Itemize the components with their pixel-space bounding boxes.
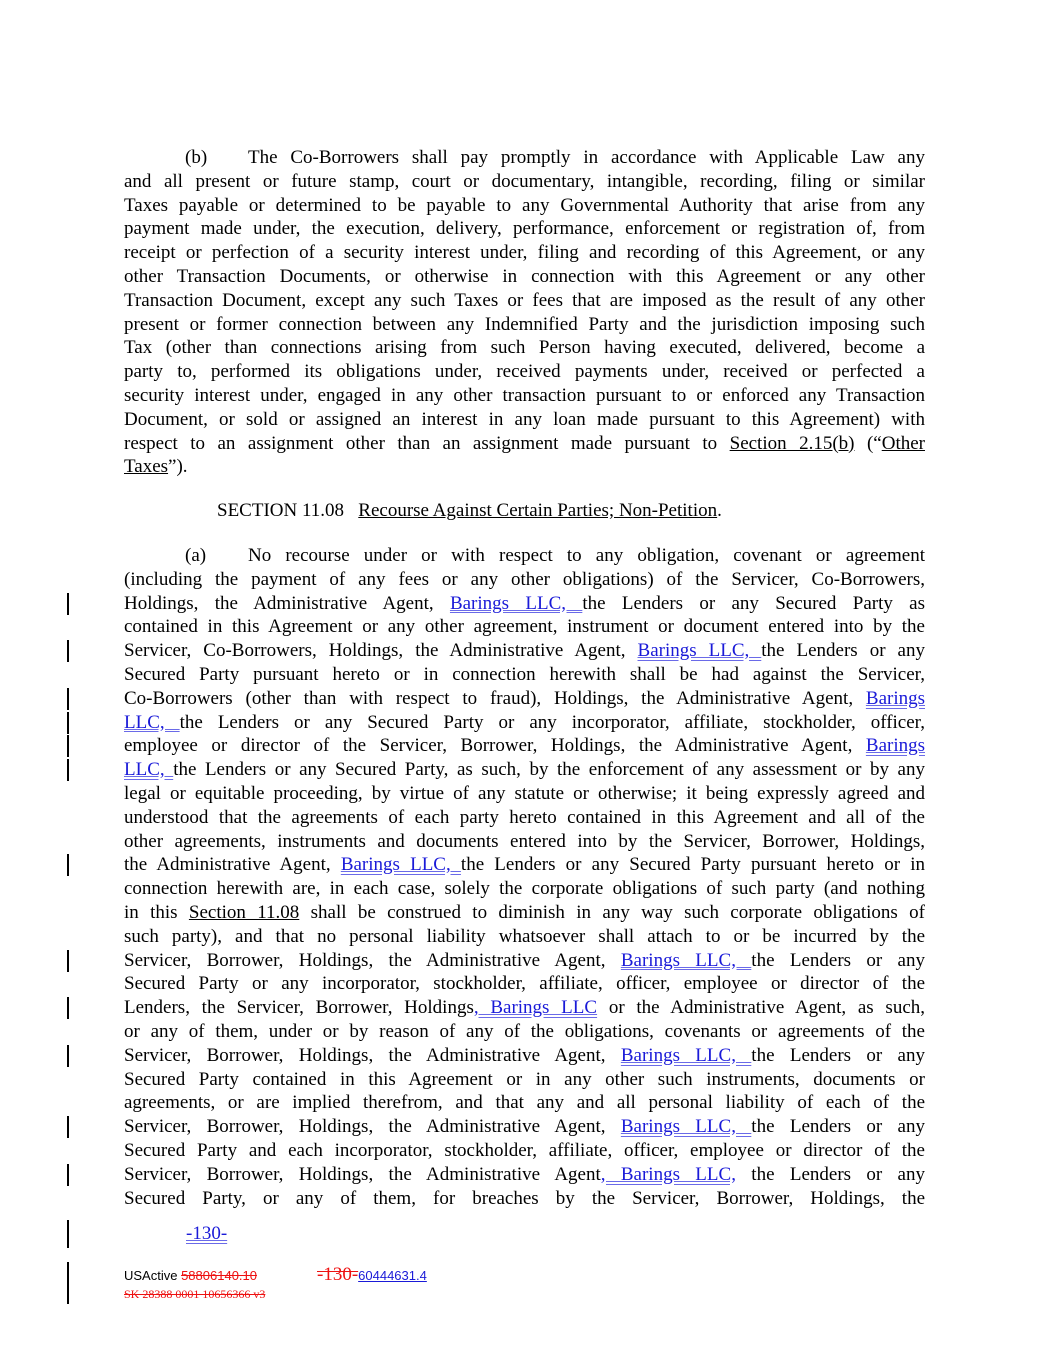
text-run: the Administrative Agent, <box>124 854 341 876</box>
paragraph-a <box>124 544 925 1210</box>
text-line <box>124 170 925 194</box>
inserted-text: Barings <box>865 687 925 709</box>
text-line <box>124 877 925 901</box>
text-run: Servicer, Borrower, Holdings, the Administrative Agent, <box>124 1116 621 1138</box>
text-line <box>124 1115 925 1139</box>
text-run: Holdings, the Administrative Agent, <box>124 592 450 614</box>
text-run: and all present or future stamp, court or documentary, intangible, recording, filing or similar <box>124 170 925 192</box>
text-line <box>124 592 925 616</box>
text-run: (including the payment of any fees or any other obligations) of the Servicer, Co-Borrowers, <box>124 568 925 590</box>
text-run: connection herewith are, in each case, solely the corporate obligations of such party (and nothing <box>124 878 925 900</box>
text-run: the Lenders or any Secured Party, as such, by the enforcement of any assessment or by any <box>173 759 925 781</box>
text-line <box>124 432 925 456</box>
text-run: Taxes payable or determined to be payable to any Governmental Authority that arise from any <box>124 194 925 216</box>
change-bar <box>67 1116 69 1138</box>
text-run: understood that the agreements of each party hereto contained in this Agreement and all of the <box>124 806 925 828</box>
inserted-text: Barings LLC, <box>620 1044 752 1066</box>
text-line <box>124 241 925 265</box>
text-run: Transaction Document, except any such Taxes or fees that are imposed as the result of any other <box>124 289 925 311</box>
text-line <box>124 996 925 1020</box>
text-run: (“ <box>854 432 882 454</box>
inserted-tab <box>124 1223 227 1244</box>
inserted-text: Barings <box>865 735 925 757</box>
text-line <box>124 782 925 806</box>
text-run: Co-Borrowers (other than with respect to fraud), Holdings, the Administrative Agent, <box>124 687 866 709</box>
inserted-text: , Barings LLC, <box>600 1163 736 1185</box>
section-number: SECTION 11.08 <box>217 500 359 521</box>
text-run: Servicer, Borrower, Holdings, the Administrative Agent, <box>124 1044 621 1066</box>
footer-deleted-page: -130- <box>317 1264 359 1285</box>
text-run: Secured Party or any incorporator, stockholder, affiliate, officer, employee or director of the <box>124 973 925 995</box>
inserted-text: , Barings LLC <box>473 997 598 1019</box>
text-run: shall be construed to diminish in any way such corporate obligations of <box>299 901 925 923</box>
text-line <box>124 949 925 973</box>
underlined-reference: Taxes <box>124 456 169 478</box>
text-run: Secured Party contained in this Agreement or in any other such instruments, documents or <box>124 1068 925 1090</box>
section-title-period: . <box>717 500 722 521</box>
text-run: such party), and that no personal liability whatsoever shall attach to or be incurred by the <box>124 925 925 947</box>
text-line <box>124 336 925 360</box>
text-line <box>124 1068 925 1092</box>
underlined-reference: Section 2.15(b) <box>729 432 855 454</box>
text-run: the Lenders or any <box>735 1163 925 1185</box>
text-run: Servicer, Co-Borrowers, Holdings, the Administrative Agent, <box>124 640 638 662</box>
inserted-text: Barings LLC, <box>637 640 762 662</box>
text-line <box>124 1091 925 1115</box>
deleted-id-text: 58806140.10 <box>181 1268 257 1283</box>
text-run: No recourse under or with respect to any obligation, covenant or agreement <box>248 545 925 566</box>
text-line <box>124 925 925 949</box>
text-line <box>124 265 925 289</box>
text-run: Secured Party pursuant hereto or in connection herewith shall be had against the Servicer, <box>124 663 925 685</box>
text-run: the Lenders or any Secured Party pursuant hereto or in <box>460 854 925 876</box>
text-run: ”). <box>168 456 188 478</box>
text-line <box>124 217 925 241</box>
change-bar <box>67 997 69 1019</box>
text-run: or any of them, under or by reason of any of the obligations, covenants or agreements of the <box>124 1020 925 1042</box>
inserted-text: Barings LLC, <box>620 1116 752 1138</box>
text-run: agreements, or are implied therefrom, and that any and all personal liability of each of the <box>124 1092 925 1114</box>
change-bar <box>67 640 69 662</box>
inserted-text: LLC, <box>124 759 174 781</box>
text-run: party to, performed its obligations under, received payments under, received or perfected a <box>124 361 925 383</box>
change-bar <box>67 712 69 734</box>
footer-deleted-ref: SK 28388 0001 10656366 v3 <box>124 1287 266 1301</box>
text-run: Document, or sold or assigned an interest in any loan made pursuant to this Agreement) with <box>124 408 925 430</box>
text-line <box>124 639 925 663</box>
text-run: legal or equitable proceeding, by virtue of any statute or otherwise; it being expressly agreed and <box>124 782 925 804</box>
text-line <box>124 289 925 313</box>
text-run: Tax (other than connections arising from such Person having executed, delivered, become a <box>124 337 925 359</box>
text-run: The Co-Borrowers shall pay promptly in accordance with Applicable Law any <box>248 147 925 168</box>
section-title: Recourse Against Certain Parties; Non-Petition <box>358 500 718 521</box>
text-run: Secured Party and each incorporator, stockholder, affiliate, officer, employee or director of the <box>124 1139 925 1161</box>
text-line <box>124 615 925 639</box>
text-line <box>124 663 925 687</box>
text-run: the Lenders or any <box>761 640 925 662</box>
text-line <box>124 1020 925 1044</box>
text-line <box>124 758 925 782</box>
text-run: the Lenders or any <box>751 949 925 971</box>
text-line <box>124 687 925 711</box>
text-run: the Lenders or any <box>751 1044 925 1066</box>
text-line <box>124 711 925 735</box>
text-line <box>124 313 925 337</box>
underlined-reference: Section 11.08 <box>188 901 300 923</box>
text-run: Lenders, the Servicer, Borrower, Holdings <box>124 997 474 1019</box>
underlined-reference: Other <box>881 432 925 454</box>
paragraph-label: (a) <box>185 545 207 566</box>
change-bar <box>67 688 69 710</box>
text-line <box>124 806 925 830</box>
text-line <box>124 194 925 218</box>
text-line <box>124 1163 925 1187</box>
text-line <box>124 1139 925 1163</box>
text-run: contained in this Agreement or any other agreement, instrument or document entered into by the <box>124 616 925 638</box>
change-bar <box>67 1262 69 1304</box>
change-bar <box>67 854 69 876</box>
inserted-text: Barings LLC, <box>340 854 461 876</box>
paragraph-b <box>124 146 925 479</box>
footer-deleted-id <box>181 1264 359 1285</box>
change-bar <box>67 1164 69 1186</box>
text-run: present or former connection between any Indemnified Party and the jurisdiction imposing such <box>124 313 925 335</box>
text-run: other agreements, instruments and documents entered into by the Servicer, Borrower, Holdings, <box>124 830 925 852</box>
text-run: respect to an assignment other than an assignment made pursuant to <box>124 432 730 454</box>
text-line <box>124 146 925 170</box>
text-run: Servicer, Borrower, Holdings, the Administrative Agent <box>124 1163 601 1185</box>
inserted-text: Barings LLC, <box>449 592 583 614</box>
footer-inserted-id: 60444631.4 <box>358 1268 427 1283</box>
page-number <box>124 1222 227 1246</box>
text-line <box>124 544 925 568</box>
text-line <box>124 455 925 479</box>
section-heading <box>217 499 722 523</box>
text-line <box>124 1187 925 1211</box>
paragraph-label: (b) <box>185 147 208 168</box>
text-run: receipt or perfection of a security interest under, filing and recording of this Agreement, or any <box>124 242 925 264</box>
text-run: Servicer, Borrower, Holdings, the Administrative Agent, <box>124 949 621 971</box>
change-bar <box>67 1045 69 1067</box>
text-run: other Transaction Documents, or otherwise in connection with this Agreement or any other <box>124 265 925 287</box>
text-line <box>124 568 925 592</box>
change-bar <box>67 759 69 781</box>
text-line <box>124 360 925 384</box>
text-line <box>124 972 925 996</box>
text-line <box>124 734 925 758</box>
text-line <box>124 1044 925 1068</box>
text-run: security interest under, engaged in any other transaction pursuant to or enforced any Transaction <box>124 384 925 406</box>
text-line <box>124 830 925 854</box>
text-run: the Lenders or any Secured Party as <box>582 592 925 614</box>
change-bar <box>67 735 69 757</box>
change-bar <box>67 1220 69 1248</box>
text-line <box>124 384 925 408</box>
change-bar <box>67 950 69 972</box>
change-bar <box>67 593 69 615</box>
text-line <box>124 408 925 432</box>
page-number-text: -130- <box>186 1223 228 1244</box>
text-run: the Lenders or any Secured Party or any incorporator, affiliate, stockholder, officer, <box>179 711 925 733</box>
inserted-text: Barings LLC, <box>620 949 752 971</box>
text-run: or the Administrative Agent, as such, <box>597 997 925 1019</box>
inserted-text: LLC, <box>124 711 180 733</box>
text-run: in this <box>124 901 189 923</box>
footer-doc-id <box>124 1264 427 1286</box>
text-run: employee or director of the Servicer, Borrower, Holdings, the Administrative Agent, <box>124 735 866 757</box>
text-run: Secured Party, or any of them, for breaches by the Servicer, Borrower, Holdings, the <box>124 1187 925 1209</box>
text-run: payment made under, the execution, delivery, performance, enforcement or registration of, from <box>124 218 925 240</box>
text-run: the Lenders or any <box>751 1116 925 1138</box>
text-line <box>124 901 925 925</box>
text-line <box>124 853 925 877</box>
footer-label: USActive <box>124 1268 182 1283</box>
